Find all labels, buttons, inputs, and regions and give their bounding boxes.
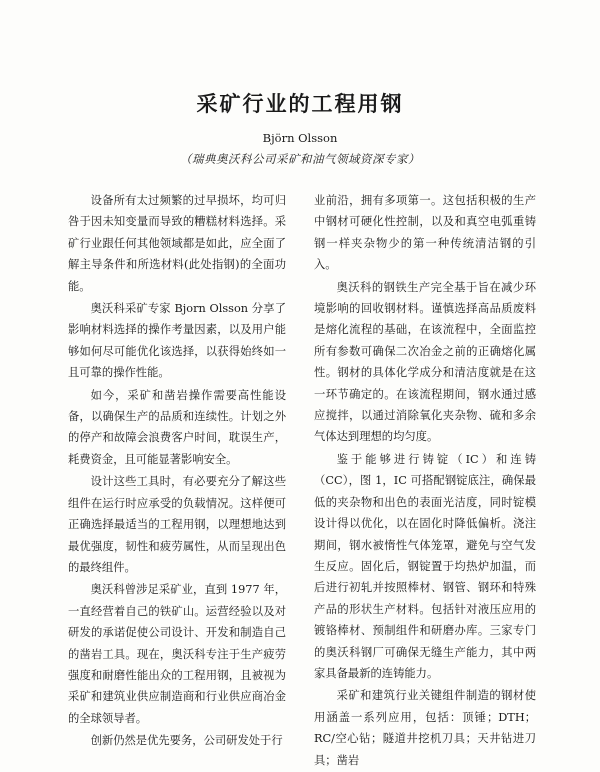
paragraph: 设备所有太过频繁的过早损坏，均可归咎于因未知变量而导致的糟糕材料选择。采矿行业跟任何其他领域都是如此，应全面了解主导条件和所选材料(此处指钢)的全面功能。 [68, 194, 286, 293]
paragraph: 奥沃科的钢铁生产完全基于旨在减少环境影响的回收钢材料。谨慎选择高品质废料是熔化流程的基础，在该流程中，全面监控所有参数可确保二次冶金之前的正确熔化属性。钢材的具体化学成分和清洁度就是在这一环节确定的。在该流程期间，钢水通过感应搅拌，以通过消除氧化夹杂物、硫和多余气体达到理想的均匀度。 [314, 280, 536, 444]
article-affiliation: （瑞典奥沃科公司采矿和油气领域资深专家） [180, 152, 420, 166]
paragraph: 业前沿，拥有多项第一。这包括积极的生产中钢材可硬化性控制，以及和真空电弧重铸钢一样夹杂物少的第一种传统清洁钢的引入。 [314, 194, 536, 272]
paragraph: 鉴于能够进行铸锭（IC）和连铸（CC），图 1，IC 可搭配钢锭底注，确保最低的夹杂物和出色的表面光洁度，同时锭模设计得以优化，以在固化时降低偏析。浇注期间，钢水被惰性气体笼罩，避免与空气发生反应。固化后，钢锭置于均热炉加温，而后进行初轧并按照棒材、钢管、钢环和特殊产品的形状生产材料。包括针对液压应用的镀铬棒材、预制组件和研磨办库。三家专门的奥沃科钢厂可确保无缝生产能力，其中两家具备最新的连铸能力。 [314, 452, 536, 680]
left-column [68, 190, 286, 753]
article-title: 采矿行业的工程用钢 [196, 91, 404, 116]
paragraph: 奥沃科采矿专家 Bjorn Olsson 分享了影响材料选择的操作考量因素，以及用户能够如何尽可能优化该选择，以获得始终如一且可靠的操作性能。 [68, 302, 286, 380]
right-column [314, 190, 536, 772]
article-author: Björn Olsson [262, 131, 338, 145]
paragraph: 如今，采矿和凿岩操作需要高性能设备，以确保生产的品质和连续性。计划之外的停产和故障会浪费客户时间，耽误生产，耗费资金，且可能显著影响安全。 [68, 388, 286, 466]
paragraph: 奥沃科曾涉足采矿业，直到 1977 年，一直经营着自己的铁矿山。运营经验以及对研发的承诺促使公司设计、开发和制造自己的凿岩工具。现在，奥沃科专注于生产疲劳强度和耐磨性能出众的工程用钢，且被视为采矿和建筑业供应制造商和行业供应商冶金的全球领导者。 [68, 583, 286, 725]
paragraph: 设计这些工具时，有必要充分了解这些组件在运行时应承受的负载情况。这样便可正确选择最适当的工程用钢，以理想地达到最优强度，韧性和疲劳属性，从而呈现出色的最终组件。 [68, 475, 286, 574]
paragraph: 采矿和建筑行业关键组件制造的钢材使用涵盖一系列应用，包括：顶锤；DTH；RC/空心钻；隧道井挖机刀具；天井钻进刀具；凿岩 [314, 689, 536, 767]
paragraph: 创新仍然是优先要务，公司研发处于行 [90, 734, 283, 748]
